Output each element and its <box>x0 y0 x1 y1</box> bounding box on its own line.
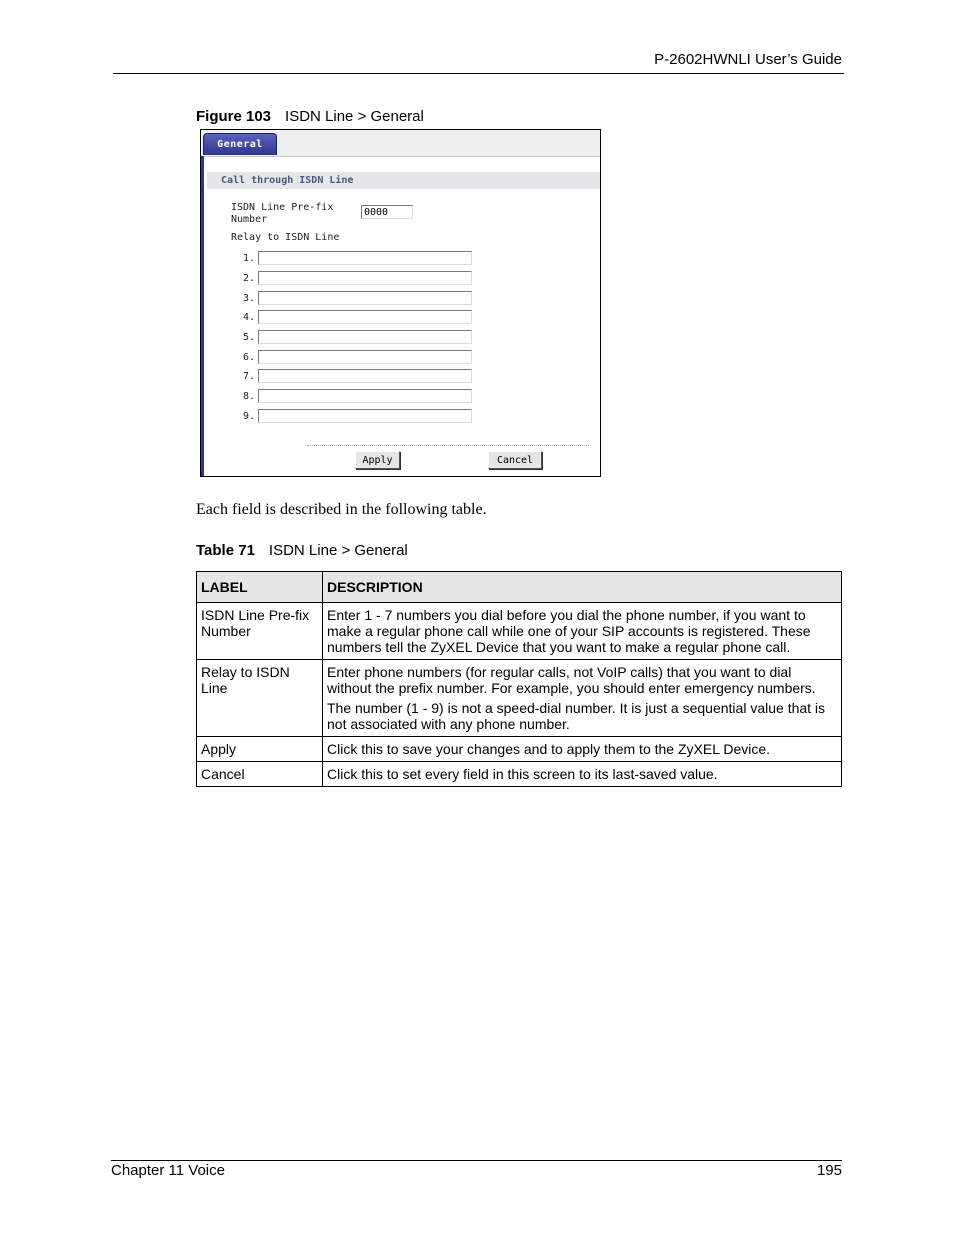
apply-button[interactable]: Apply <box>355 451 400 469</box>
table-row <box>197 603 842 660</box>
row-description-text: Click this to save your changes and to apply them to the ZyXEL Device. <box>327 741 771 757</box>
relay-number-5: 5. <box>242 332 255 343</box>
relay-number-4: 4. <box>242 312 255 323</box>
prefix-number-label <box>231 202 333 226</box>
relay-number-7: 7. <box>242 371 255 382</box>
row-description-text: Enter 1 - 7 numbers you dial before you dial the phone number, if you want to make a regular phone call while one of your SIP accounts is registered. These numbers tell the ZyXEL Device that you want to make a regular phone call. <box>327 607 811 655</box>
cancel-button[interactable]: Cancel <box>488 451 542 469</box>
table-row <box>197 762 842 787</box>
relay-input-9[interactable] <box>258 409 472 423</box>
row-label <box>197 603 323 660</box>
row-label <box>197 660 323 737</box>
relay-number-6: 6. <box>242 352 255 363</box>
relay-input-5[interactable] <box>258 330 472 344</box>
table-row <box>197 660 842 737</box>
figure-label: Figure 103 <box>196 108 272 125</box>
table-header-row <box>197 572 842 603</box>
relay-input-8[interactable] <box>258 389 472 403</box>
relay-input-7[interactable] <box>258 369 472 383</box>
tab-bar <box>201 130 600 157</box>
prefix-number-label-line2: Number <box>231 214 268 225</box>
button-separator <box>307 445 589 446</box>
row-label: Cancel <box>197 762 323 787</box>
row-description <box>323 660 842 737</box>
tab-general[interactable]: General <box>203 133 277 155</box>
relay-label: Relay to ISDN Line <box>231 232 340 243</box>
row-label-line2: Number <box>201 623 251 639</box>
footer-page-number: 195 <box>816 1162 842 1179</box>
relay-input-3[interactable] <box>258 291 472 305</box>
table-row <box>197 737 842 762</box>
row-description <box>323 762 842 787</box>
running-header-title: P-2602HWNLI User’s Guide <box>654 51 842 68</box>
figure-title: ISDN Line > General <box>285 108 424 125</box>
table-title: ISDN Line > General <box>268 542 408 559</box>
relay-input-2[interactable] <box>258 271 472 285</box>
footer-rule <box>111 1160 842 1161</box>
prefix-number-input[interactable] <box>361 205 413 219</box>
table-caption <box>196 542 408 559</box>
row-label-line1: Relay to ISDN <box>201 664 290 680</box>
row-description-text: Click this to set every field in this screen to its last-saved value. <box>327 766 718 782</box>
row-description <box>323 603 842 660</box>
row-description-text: Enter phone numbers (for regular calls, not VoIP calls) that you want to dial without the prefix number. For example, you should enter emergency numbers. <box>327 664 816 696</box>
row-description <box>323 737 842 762</box>
header-label: LABEL <box>197 572 323 603</box>
relay-number-9: 9. <box>242 411 255 422</box>
left-accent-bar <box>201 156 204 476</box>
relay-input-4[interactable] <box>258 310 472 324</box>
relay-number-2: 2. <box>242 273 255 284</box>
relay-input-6[interactable] <box>258 350 472 364</box>
row-description-note: The number (1 - 9) is not a speed-dial number. It is just a sequential value that is not associated with any phone number. <box>327 700 826 732</box>
header-rule <box>113 73 844 74</box>
field-description-table <box>196 571 842 787</box>
figure-caption <box>196 108 424 125</box>
relay-number-1: 1. <box>242 253 255 264</box>
row-label-line2: Line <box>201 680 228 696</box>
table-label: Table 71 <box>196 542 255 559</box>
footer-chapter: Chapter 11 Voice <box>111 1162 225 1179</box>
isdn-general-screenshot <box>200 129 601 477</box>
section-title: Call through ISDN Line <box>207 172 600 189</box>
row-label: Apply <box>197 737 323 762</box>
relay-number-3: 3. <box>242 293 255 304</box>
header-description: DESCRIPTION <box>323 572 842 603</box>
row-label-line1: ISDN Line Pre-fix <box>201 607 310 623</box>
intro-text: Each field is described in the following table. <box>196 501 487 518</box>
relay-input-1[interactable] <box>258 251 472 265</box>
relay-number-8: 8. <box>242 391 255 402</box>
prefix-number-label-line1: ISDN Line Pre-fix <box>231 202 334 213</box>
